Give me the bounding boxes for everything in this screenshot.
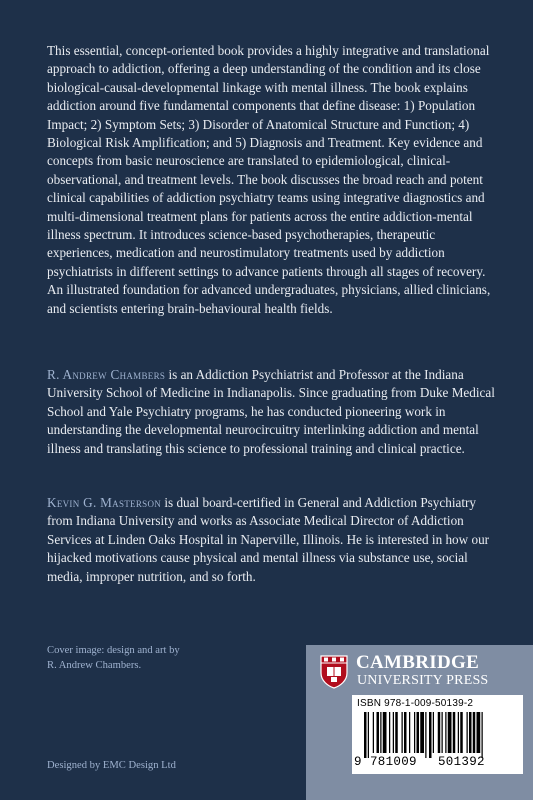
barcode-bar xyxy=(409,712,410,753)
barcode-bar xyxy=(467,712,468,753)
author-bio-text: is dual board-certified in General and Addiction Psychiatry from Indiana University and works as Associate Medical Director of Addiction Services at Linden Oaks Hospital in Naperville, Illinois. He is interested in how our hijacked motivations cause physical and mental illness via substance use, social media, improper nutrition, and so forth. xyxy=(47,495,490,584)
author-name-chambers: R. Andrew Chambers xyxy=(47,367,166,382)
barcode-bar xyxy=(383,712,387,753)
barcode-bar xyxy=(377,712,380,753)
barcode-bar xyxy=(458,712,459,753)
barcode-bar xyxy=(473,712,476,753)
cover-credit-line: R. Andrew Chambers. xyxy=(47,660,142,671)
book-description: This essential, concept-oriented book provides a highly integrative and translational approach to addiction, offering a deep understanding of the condition and its close biological-causal-developmental linkage with mental illness. The book explains addiction around five fundamental components that define disease: 1) Population Impact; 2) Symptom Sets; 3) Disorder of Anatomical Structure and Function; 4) Biological Risk Amplification; and 5) Diagnosis and Treatment. Key evidence and concepts from basic neuroscience are translated to epidemiological, clinical-observational, and treatment levels. The book discusses the broad reach and potent clinical capabilities of addiction psychiatry teams using integrative diagnostics and multi-dimensional treatment plans for patients across the entire addiction-mental illness spectrum. It introduces science-based psychotherapies, therapeutic experiences, medication and neurostimulatory treatments used by addiction psychiatrists in different settings to advance patients through all stages of recovery. An illustrated foundation for advanced undergraduates, physicians, allied clinicians, and scientists entering brain-behavioural health fields. xyxy=(47,43,491,316)
publisher-name: CAMBRIDGE xyxy=(356,652,480,673)
barcode-bar xyxy=(389,712,390,753)
barcode-digits-right: 501392 xyxy=(438,755,485,769)
cambridge-shield-icon xyxy=(320,655,348,689)
barcode-bar xyxy=(380,712,381,753)
design-credit: Designed by EMC Design Ltd xyxy=(47,760,176,771)
publisher-subtitle: UNIVERSITY PRESS xyxy=(357,673,489,688)
isbn-barcode xyxy=(352,695,523,774)
barcode-bar xyxy=(460,712,463,753)
barcode-bar xyxy=(404,712,407,753)
barcode-bar xyxy=(453,712,456,753)
barcode-bar xyxy=(433,712,434,753)
barcode-bar xyxy=(442,712,443,753)
barcode-bar xyxy=(420,712,424,753)
author-name-masterson: Kevin G. Masterson xyxy=(47,495,162,510)
barcode-bar xyxy=(438,712,441,753)
barcode-bar xyxy=(364,712,367,758)
barcode-digits-left: 781009 xyxy=(370,755,417,769)
barcode-bar xyxy=(477,712,481,753)
barcode-bar xyxy=(414,712,415,753)
barcode-bar xyxy=(469,712,472,753)
barcode-bar xyxy=(373,712,374,753)
author-bio-chambers xyxy=(47,366,497,458)
barcode-bar xyxy=(429,712,432,758)
cover-credit-line: Cover image: design and art by xyxy=(47,645,180,656)
barcode-bar xyxy=(395,712,398,753)
barcode-bar xyxy=(425,712,426,758)
author-bio-masterson xyxy=(47,494,497,586)
barcode-icon xyxy=(364,712,514,758)
barcode-bar xyxy=(482,712,483,758)
barcode-bar xyxy=(448,712,452,753)
barcode-bar xyxy=(445,712,446,753)
barcode-bar xyxy=(368,712,369,758)
isbn-label: ISBN 978-1-009-50139-2 xyxy=(357,698,474,709)
barcode-bar xyxy=(402,712,403,753)
barcode-bar xyxy=(417,712,420,753)
barcode-bar xyxy=(393,712,394,753)
barcode-digit-first: 9 xyxy=(354,755,362,769)
cover-image-credit xyxy=(47,643,180,673)
author-bio-text: is an Addiction Psychiatrist and Professor at the Indiana University School of Medicine in Indianapolis. Since graduating from Duke Medical School and Yale Psychiatry programs, he has conducted pioneering work in understanding the developmental neurocircuitry interlinking addiction and mental illness and translating this science to professional training and clinical practice. xyxy=(47,367,495,456)
